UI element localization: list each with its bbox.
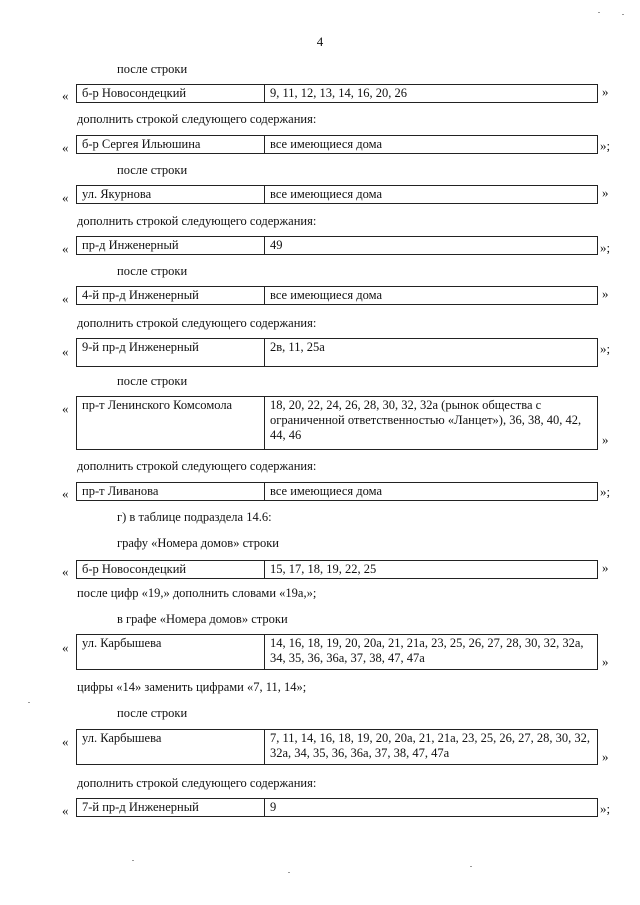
closing-quote: »; xyxy=(600,138,611,153)
house-numbers-cell: 9 xyxy=(270,800,277,814)
street-name-cell: ул. Карбышева xyxy=(77,635,265,669)
street-table-row xyxy=(76,135,598,154)
house-numbers-cell: 18, 20, 22, 24, 26, 28, 30, 32, 32а (рынок общества с ограниченной ответственностью «Ланцет»), 36, 38, 40, 42, 44, 46 xyxy=(270,398,582,442)
street-table-row xyxy=(76,338,598,367)
instruction-text: цифры «14» заменить цифрами «7, 11, 14»; xyxy=(77,680,307,694)
closing-quote: »; xyxy=(600,341,611,356)
instruction-text: дополнить строкой следующего содержания: xyxy=(77,112,317,126)
street-name-cell: 4-й пр-д Инженерный xyxy=(77,287,265,304)
opening-quote: « xyxy=(62,241,69,256)
closing-quote: »; xyxy=(600,240,611,255)
street-table-row xyxy=(76,185,598,204)
opening-quote: « xyxy=(62,140,69,155)
street-name-cell: б-р Сергея Ильюшина xyxy=(77,136,265,153)
street-table-row xyxy=(76,798,598,817)
house-numbers-cell: все имеющиеся дома xyxy=(270,137,383,151)
street-name-cell: пр-т Ленинского Комсомола xyxy=(77,397,265,449)
street-table-row xyxy=(76,396,598,450)
house-numbers-cell: 2в, 11, 25а xyxy=(270,340,325,354)
instruction-text: г) в таблице подраздела 14.6: xyxy=(117,510,272,524)
house-numbers-cell: все имеющиеся дома xyxy=(270,187,383,201)
instruction-text: после цифр «19,» дополнить словами «19а,»; xyxy=(77,586,317,600)
house-numbers-cell: 49 xyxy=(270,238,283,252)
house-numbers-cell: все имеющиеся дома xyxy=(270,288,383,302)
street-table-row xyxy=(76,634,598,670)
street-table-row xyxy=(76,729,598,765)
opening-quote: « xyxy=(62,344,69,359)
closing-quote: » xyxy=(602,560,609,575)
house-numbers-cell: 15, 17, 18, 19, 22, 25 xyxy=(270,562,377,576)
instruction-text: после строки xyxy=(117,62,188,76)
opening-quote: « xyxy=(62,486,69,501)
scan-speck xyxy=(28,702,30,703)
scan-speck xyxy=(132,860,134,861)
opening-quote: « xyxy=(62,640,69,655)
closing-quote: » xyxy=(602,84,609,99)
closing-quote: »; xyxy=(600,484,611,499)
scan-speck xyxy=(470,866,472,867)
street-name-cell: б-р Новосондецкий xyxy=(77,561,265,578)
house-numbers-cell: 7, 11, 14, 16, 18, 19, 20, 20а, 21, 21а, 23, 25, 26, 27, 28, 30, 32, 32а, 34, 35, 36, 36а, 37, 38, 47, 47а xyxy=(270,731,591,760)
closing-quote: » xyxy=(602,185,609,200)
street-table-row xyxy=(76,482,598,501)
street-table-row xyxy=(76,84,598,103)
closing-quote: » xyxy=(602,286,609,301)
house-numbers-cell: все имеющиеся дома xyxy=(270,484,383,498)
instruction-text: дополнить строкой следующего содержания: xyxy=(77,776,317,790)
street-name-cell: ул. Якурнова xyxy=(77,186,265,203)
instruction-text: дополнить строкой следующего содержания: xyxy=(77,316,317,330)
opening-quote: « xyxy=(62,291,69,306)
street-name-cell: ул. Карбышева xyxy=(77,730,265,764)
opening-quote: « xyxy=(62,88,69,103)
closing-quote: »; xyxy=(600,801,611,816)
scan-speck xyxy=(598,12,600,13)
street-table-row xyxy=(76,560,598,579)
street-name-cell: б-р Новосондецкий xyxy=(77,85,265,102)
street-name-cell: 7-й пр-д Инженерный xyxy=(77,799,265,816)
instruction-text: после строки xyxy=(117,163,188,177)
street-name-cell: пр-д Инженерный xyxy=(77,237,265,254)
scan-speck xyxy=(622,14,624,15)
page-number: 4 xyxy=(316,34,324,49)
instruction-text: графу «Номера домов» строки xyxy=(117,536,279,550)
closing-quote: » xyxy=(602,432,609,447)
opening-quote: « xyxy=(62,803,69,818)
house-numbers-cell: 14, 16, 18, 19, 20, 20а, 21, 21а, 23, 25, 26, 27, 28, 30, 32, 32а, 34, 35, 36, 36а, 37, 38, 47, 47а xyxy=(270,636,584,665)
closing-quote: » xyxy=(602,749,609,764)
instruction-text: после строки xyxy=(117,264,188,278)
opening-quote: « xyxy=(62,190,69,205)
opening-quote: « xyxy=(62,401,69,416)
instruction-text: в графе «Номера домов» строки xyxy=(117,612,288,626)
scan-speck xyxy=(288,872,290,873)
street-name-cell: пр-т Ливанова xyxy=(77,483,265,500)
street-table-row xyxy=(76,236,598,255)
instruction-text: после строки xyxy=(117,374,188,388)
instruction-text: после строки xyxy=(117,706,188,720)
closing-quote: » xyxy=(602,654,609,669)
instruction-text: дополнить строкой следующего содержания: xyxy=(77,459,317,473)
opening-quote: « xyxy=(62,734,69,749)
opening-quote: « xyxy=(62,564,69,579)
house-numbers-cell: 9, 11, 12, 13, 14, 16, 20, 26 xyxy=(270,86,408,100)
street-name-cell: 9-й пр-д Инженерный xyxy=(77,339,265,366)
instruction-text: дополнить строкой следующего содержания: xyxy=(77,214,317,228)
street-table-row xyxy=(76,286,598,305)
